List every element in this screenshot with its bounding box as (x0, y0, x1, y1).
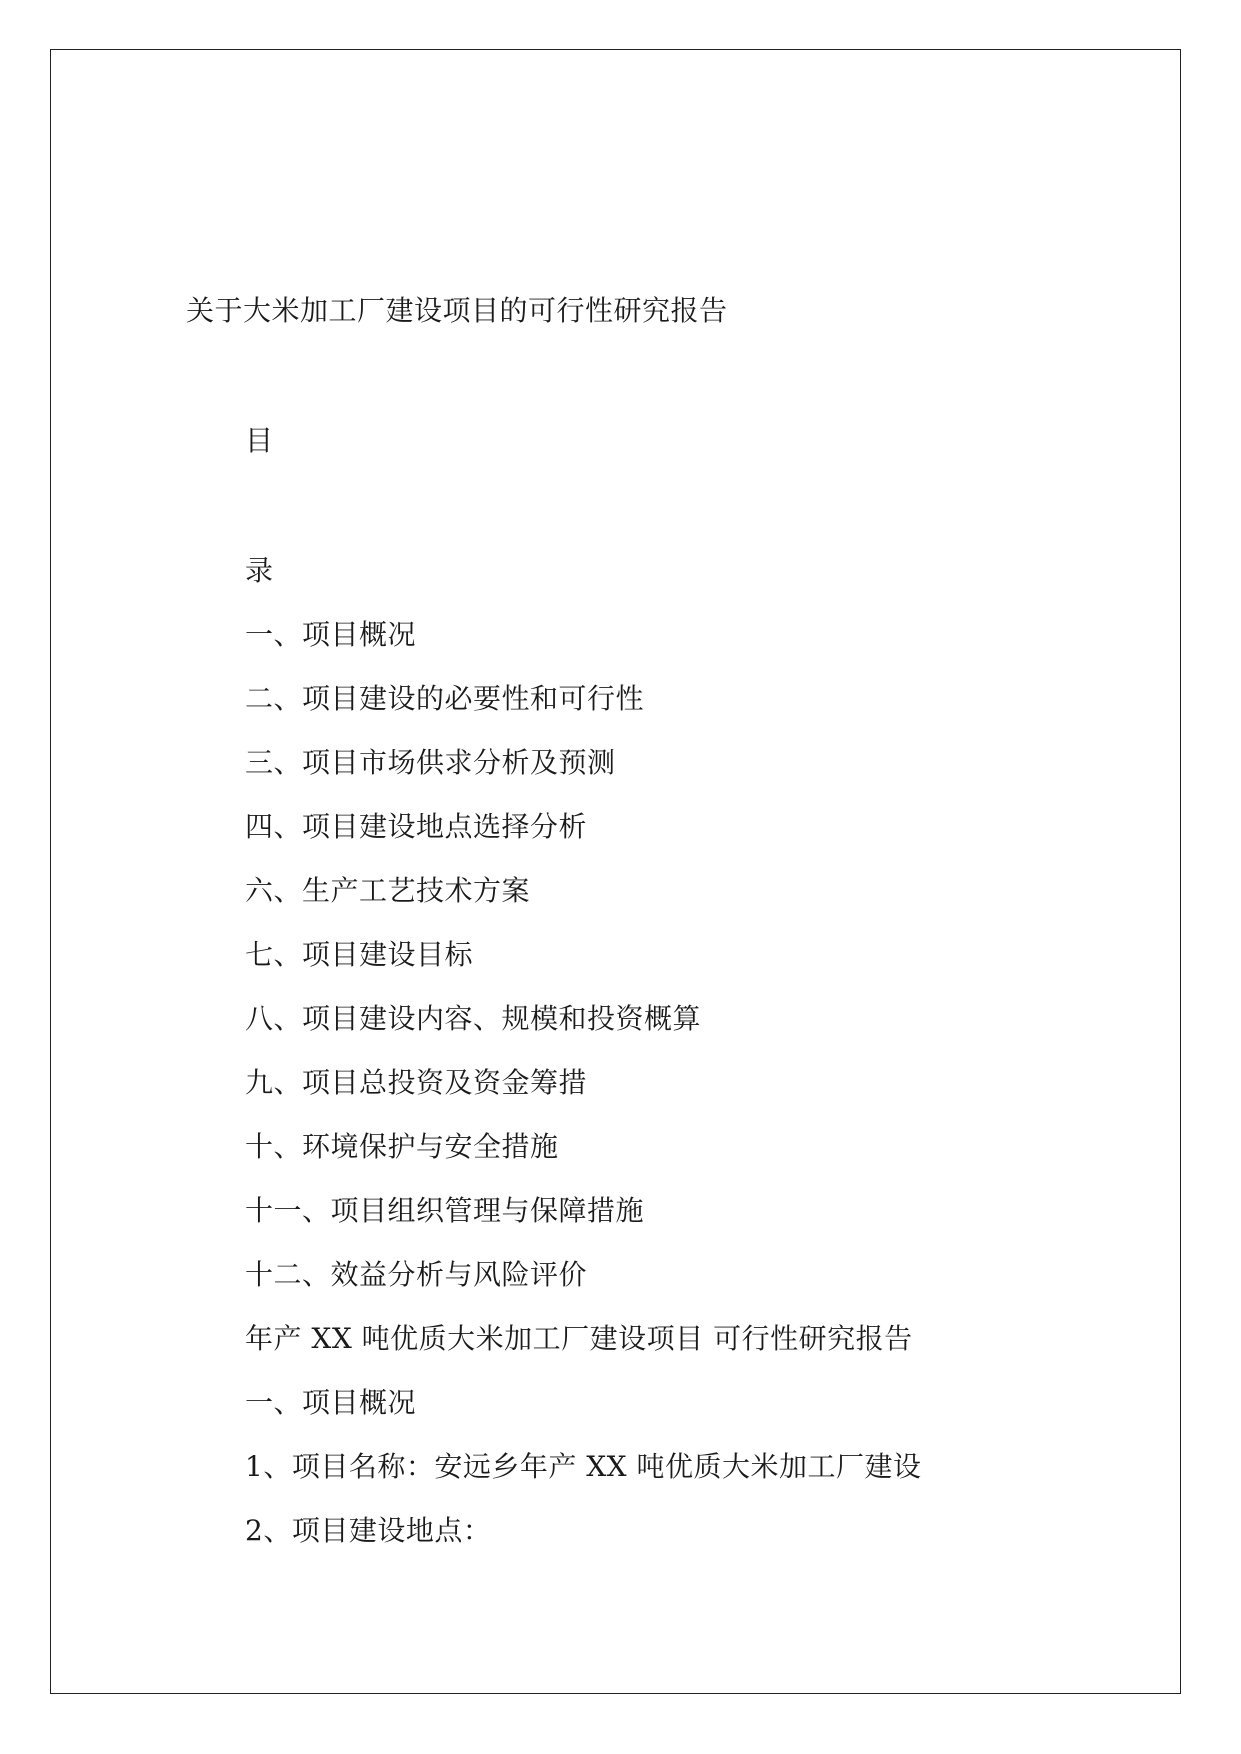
toc-heading-mu: 目 (245, 424, 274, 457)
toc-item: 七、项目建设目标 (245, 938, 474, 971)
toc-item: 三、项目市场供求分析及预测 (245, 746, 616, 779)
toc-item: 六、生产工艺技术方案 (245, 874, 531, 907)
toc-item: 十一、项目组织管理与保障措施 (245, 1194, 645, 1227)
document-title: 关于大米加工厂建设项目的可行性研究报告 (186, 294, 728, 327)
section-heading: 一、项目概况 (245, 1386, 417, 1419)
toc-item: 十二、效益分析与风险评价 (245, 1258, 588, 1291)
toc-item: 十、环境保护与安全措施 (245, 1130, 559, 1163)
toc-item: 二、项目建设的必要性和可行性 (245, 682, 645, 715)
toc-item: 九、项目总投资及资金筹措 (245, 1066, 588, 1099)
toc-item: 四、项目建设地点选择分析 (245, 810, 588, 843)
body-item-project-name: 1、项目名称：安远乡年产 XX 吨优质大米加工厂建设 (245, 1450, 922, 1483)
toc-item: 一、项目概况 (245, 618, 417, 651)
body-item-project-location: 2、项目建设地点： (245, 1514, 492, 1547)
toc-item: 八、项目建设内容、规模和投资概算 (245, 1002, 702, 1035)
report-title: 年产 XX 吨优质大米加工厂建设项目 可行性研究报告 (245, 1322, 913, 1355)
toc-heading-lu: 录 (245, 554, 274, 587)
